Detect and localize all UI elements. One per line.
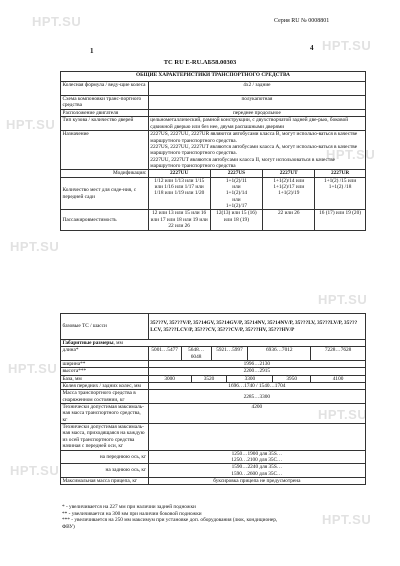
layout-scheme-label: Схема компоновки транс-портного средства: [61, 96, 149, 110]
wheel-formula-value: 4х2 / задние: [148, 82, 365, 96]
front-axle-value: 1250…2100 для 35C…: [231, 456, 283, 463]
page-number-left: 1: [90, 47, 94, 55]
footnote: * - увеличивается на 227 мм при наличии задней подножки: [62, 504, 196, 510]
wheelbase-value: 3000: [148, 375, 191, 382]
seats-label: Количество мест для сиде-ния, с передней сади: [61, 177, 149, 210]
rear-axle-value: 1590…2240 для 35S…: [231, 464, 283, 471]
length-value: 5001…5477: [148, 347, 181, 361]
rear-axle-values: [148, 464, 365, 478]
modification-2227ur: 2227UR: [315, 170, 366, 177]
height-label: высота***: [61, 368, 149, 375]
dimensions-section-unit: , мм: [113, 340, 123, 346]
seats-2227us: 1+1(2)/11 или 1+1(2)/14 или 1+1(2)/17: [210, 177, 263, 210]
wheel-formula-label: Колесная формула / веду-щие колеса: [61, 82, 149, 96]
track-label: Колея передних / задних колес, мм: [61, 383, 149, 390]
engine-location-value: переднее продольное: [148, 110, 365, 117]
curb-mass-label: Масса транспортного средства в снаряженном состоянии, кг: [61, 390, 149, 404]
footnote: ** - увеличивается на 300 мм при наличии боковой подножки: [62, 510, 202, 517]
engine-location-label: Расположение двигателя: [61, 110, 149, 117]
page-number-right: 4: [310, 44, 314, 52]
trailer-mass-label: Максимальная масса прицепа, кг: [61, 477, 149, 484]
capacity-label: Пассажировместимость: [61, 210, 149, 230]
base-vehicle-label: базовые ТС / шасси: [61, 314, 149, 340]
length-value: 5921…5997: [211, 347, 248, 361]
capacity-2227us: 12(13) или 15 (16) или 18 (19): [210, 210, 263, 230]
watermark: HPT.SU: [318, 292, 368, 307]
width-value: 1996…2130: [148, 361, 365, 368]
wheelbase-value: 3520: [191, 375, 227, 382]
watermark: HPT.SU: [6, 117, 56, 132]
front-axle-value: 1250…1900 для 35S…: [231, 450, 283, 457]
body-type-label: Тип кузова / количество дверей: [61, 117, 149, 131]
trailer-mass-value: буксировка прицепа не предусмотрена: [148, 477, 365, 484]
watermark: HPT.SU: [326, 147, 376, 162]
capacity-2227ur: 16 (17) или 19 (20): [315, 210, 366, 230]
length-label: длина*: [61, 347, 149, 361]
curb-mass-value: 2285…3300: [148, 390, 365, 404]
dimensions-table: [60, 313, 366, 485]
general-characteristics-table: [60, 71, 366, 231]
watermark: HPT.SU: [322, 38, 372, 53]
gross-mass-value: 4200: [148, 404, 365, 424]
length-value: 5648…6048: [181, 347, 211, 361]
wheelbase-value: 3950: [273, 375, 311, 382]
watermark: HPT.SU: [322, 512, 372, 527]
purpose-label: Назначение: [61, 131, 149, 170]
certificate-title: ТС RU E-RU.АБ58.00303: [163, 59, 237, 66]
length-value: 7228…7628: [311, 347, 366, 361]
seats-2227ut: 1+1(2)/14 или 1+1(2)/17 или 1+1(2)/19: [263, 177, 315, 210]
purpose-value: 2227US, 2227UU, 2227UR являются автобусами класса В, могут использо-ваться в качестве маршрутного транспортного средства. 2227US, 2227UU, 2227UT являются автобусами класса А, могут использо-ваться в качестве маршрутного транспортного средства. 2227UU, 2227UT являются автобусами класса II, могут использоваться в качестве маршрутного транспортного средства: [148, 131, 365, 170]
watermark: HPT.SU: [10, 463, 60, 478]
dimensions-title: [61, 340, 366, 347]
base-vehicle-value: 35???V, 35???V/P, 35?14GV, 35?14GV/P, 35?14NV, 35?14NV/P, 35???LV, 35???LV/P, 35???LCV, 35???LCV/P, 35???CV, 35???CV/P, 35???HV, 35???HV/P: [148, 314, 365, 340]
watermark: HPT.SU: [32, 14, 82, 29]
front-axle-label: на переднюю ось, кг: [61, 450, 149, 464]
height-value: 2200…2915: [148, 368, 365, 375]
modification-2227ut: 2227UT: [263, 170, 315, 177]
capacity-2227uu: 12 или 13 или 15 или 16 или 17 или 18 или 19 или 22 или 26: [148, 210, 210, 230]
rear-axle-value: 1590…2600 для 35C…: [231, 470, 283, 477]
serial-number: Серия RU № 0008801: [274, 18, 330, 24]
dimensions-section-title: Габаритные размеры: [62, 340, 114, 346]
modifications-label: Модификация:: [61, 170, 149, 177]
rear-axle-label: на заднюю ось, кг: [61, 464, 149, 478]
layout-scheme-value: полукапотная: [148, 96, 365, 110]
seats-2227uu: 1/12 или 1/13 или 1/15 или 1/16 или 1/17 или 1/18 или 1/19 или 1/20: [148, 177, 210, 210]
footnotes: [62, 504, 277, 530]
footnote: ФВУ): [62, 523, 75, 530]
axle-mass-blank: [148, 424, 365, 450]
body-type-value: цельнометаллический, рамной конструкции, с двухстворчатой задней две-рью, боковой сдвижной дверью или без нее, двумя распашными дверями: [148, 117, 365, 131]
front-axle-values: [148, 450, 365, 464]
seats-2227ur: 1+1(2) /15 или 1+1(2) /18: [315, 177, 366, 210]
modification-2227uu: 2227UU: [148, 170, 210, 177]
capacity-2227ut: 22 или 26: [263, 210, 315, 230]
axle-mass-label: Технически допустимая максималь-ная масса, приходящаяся на каждую из осей транспортного средства начиная с передней оси, кг: [61, 424, 149, 450]
general-title: ОБЩИЕ ХАРАКТЕРИСТИКИ ТРАНСПОРТНОГО СРЕДСТВА: [61, 72, 366, 82]
track-value: 1696…1740 / 1540…1704: [148, 383, 365, 390]
modification-2227us: 2227US: [210, 170, 263, 177]
wheelbase-value: 4100: [311, 375, 366, 382]
watermark: HPT.SU: [318, 407, 368, 422]
watermark: HPT.SU: [8, 361, 58, 376]
length-value: 6936…7012: [248, 347, 311, 361]
watermark: HPT.SU: [10, 239, 60, 254]
wheelbase-value: 3300: [227, 375, 273, 382]
gross-mass-label: Технически допустимая максималь-ная масса транспортного средства, кг: [61, 404, 149, 424]
footnote: *** - увеличивается на 250 мм максимум при установке доп. оборудования (люк, кондиционер,: [62, 517, 278, 524]
wheelbase-label: База, мм: [61, 375, 149, 382]
width-label: ширина**: [61, 361, 149, 368]
